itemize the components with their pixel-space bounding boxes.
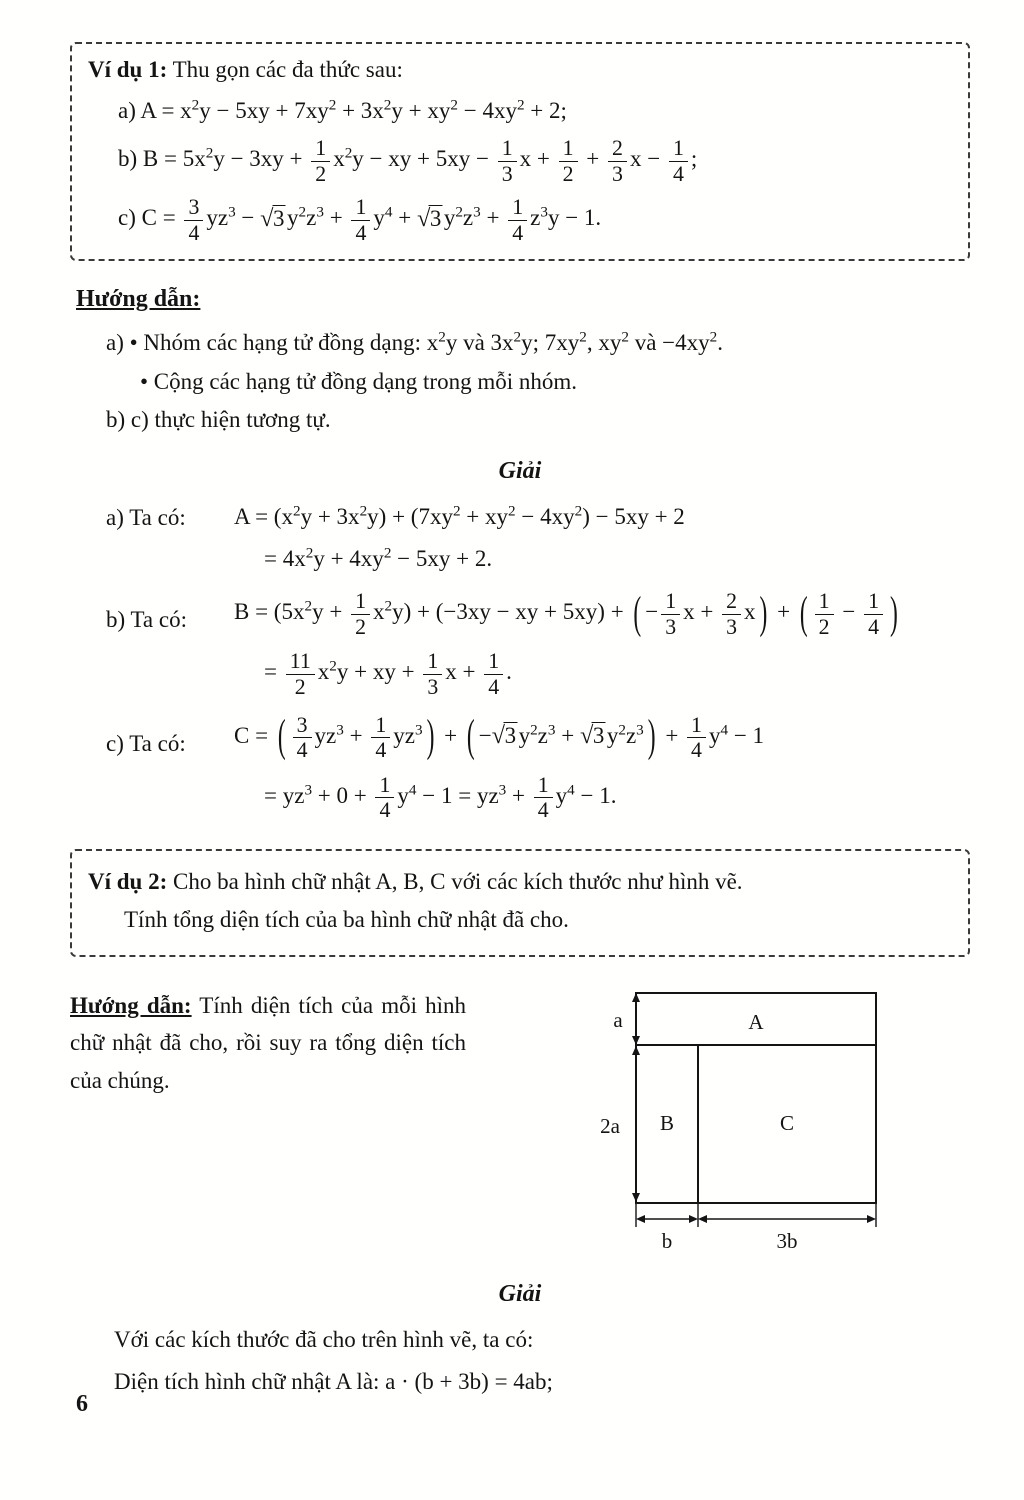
solution1-row-a (106, 501, 970, 575)
solution1-row-c (106, 713, 970, 823)
guide2-heading: Hướng dẫn: (70, 993, 192, 1019)
figure-wrap (578, 987, 908, 1262)
solution1-body-a (234, 501, 970, 575)
figure-label-B: B (659, 1111, 675, 1136)
guide2-section (70, 987, 970, 1262)
solution1-c-line2: = $yz^3 + 0$ + $\frac{1}{4}$ $y^4 - 1 = yz^3$ + $\frac{1}{4}$ $y^4 - 1$. (264, 772, 617, 823)
solution1-b-line1: $B = (5x^2y$ + $\frac{1}{2}$ $x^2y) + (-3xy$ − xy + 5xy) + ( − $\frac{1}{3}$ x + $\frac{2}{3}$ x ) + ( $\frac{1}{2}$ − $\frac{1}{4}$ ) (234, 587, 898, 639)
figure-dimension-b: b (661, 1229, 673, 1254)
solution2-heading: Giải (498, 1281, 542, 1308)
example2-box (70, 849, 970, 957)
solution2-line1: Với các kích thước đã cho trên hình vẽ, ta có: (114, 1326, 534, 1352)
example1-title-text: Thu gọn các đa thức sau: (172, 57, 403, 82)
example1-title (88, 54, 952, 86)
example1-box (70, 42, 970, 261)
solution1-a-line1: $A = (x^2y + 3x^2y) + (7xy^2 + xy^2 - 4xy^2) - 5xy + 2$ (234, 502, 685, 529)
solution2-line2: Diện tích hình chữ nhật A là: a · (b + 3b) = 4ab; (114, 1369, 553, 1395)
figure-dimension-3b: 3b (776, 1229, 798, 1254)
page-number: 6 (76, 1391, 88, 1417)
solution1-c-line1: C = ( $\frac{3}{4}$ $yz^3$ + $\frac{1}{4}$ $yz^3$ ) + ( −√3 $y^2z^3 + √3$ $y^2z^3$ ) + $\frac{1}{4}$ $y^4 - 1$ (234, 711, 765, 763)
example1-title-label: Ví dụ 1: (88, 57, 168, 82)
example1-formula-c: c) C = $\frac{3}{4}$ $yz^3 - √3$ $y^2z^3$ + $\frac{1}{4}$ $y^4 + √3$ $y^2z^3$ + $\frac{1}{4}$ $z^3y - 1$. (118, 195, 602, 245)
solution1-label-b: b) Ta có: (106, 607, 187, 633)
figure-label-A: A (748, 1010, 764, 1035)
guide1-item-1: a) • Nhóm các hạng tử đồng dạng: $x^2y$ và $3x^2y$; $7xy^2$, $xy^2$ và $-4xy^2$. (106, 328, 723, 355)
example1-formula-b: b) $B = 5x^2y - 3xy$ + $\frac{1}{2}$ $x^2y$ − xy + 5xy − $\frac{1}{3}$ x + $\frac{1}{2}$ + $\frac{2}{3}$ x − $\frac{1}{4}$ ; (118, 136, 698, 186)
figure-rectangles (578, 987, 908, 1253)
guide1-heading: Hướng dẫn: (76, 286, 201, 313)
guide2-body: Tính diện tích của mỗi hình chữ nhật đã cho, rồi suy ra tổng diện tích của chúng. (70, 993, 466, 1093)
solution1-row-b (106, 589, 970, 699)
solution1-b-line2: = $\frac{11}{2}$ $x^2y$ + xy + $\frac{1}{3}$ x + $\frac{1}{4}$ . (264, 649, 512, 699)
solution1-body-c (234, 713, 970, 823)
solution1-body-b (234, 589, 970, 699)
guide1-item-3: b) c) thực hiện tương tự. (106, 407, 331, 433)
figure-dimension-a: a (613, 1008, 623, 1033)
solution1-label-a: a) Ta có: (106, 504, 186, 530)
solution1-label-c: c) Ta có: (106, 730, 186, 756)
guide2-text (70, 987, 466, 1262)
guide1-item-2: • Cộng các hạng tử đồng dạng trong mỗi nhóm. (140, 368, 578, 394)
example1-formula-a: a) $A = x^2y - 5xy + 7xy^2 + 3x^2y + xy^2 - 4xy^2 + 2$; (118, 96, 567, 124)
example2-title-label: Ví dụ 2: (88, 868, 168, 894)
figure-label-C: C (779, 1111, 795, 1136)
example2-title-text: Cho ba hình chữ nhật A, B, C với các kích thước như hình vẽ. (173, 868, 743, 894)
solution1-a-line2: = $4x^2y + 4xy^2 - 5xy + 2$. (264, 544, 493, 571)
solution1-heading: Giải (498, 458, 542, 485)
figure-dimension-2a: 2a (600, 1114, 620, 1139)
example2-line2: Tính tổng diện tích của ba hình chữ nhật đã cho. (124, 907, 569, 933)
example2-line1 (88, 864, 952, 900)
